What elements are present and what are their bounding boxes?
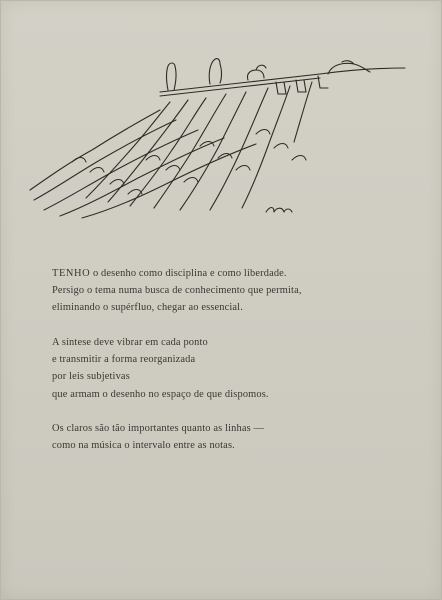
text-line bbox=[52, 265, 412, 282]
text-line: Os claros são tão importantes quanto as linhas — bbox=[52, 423, 265, 434]
paragraph-discipline bbox=[52, 265, 412, 317]
text-line: eliminando o supérfluo, chegar ao essencial. bbox=[52, 302, 243, 314]
paragraph-synthesis bbox=[52, 334, 412, 403]
lead-word: TENHO bbox=[52, 268, 91, 279]
text-line: A síntese deve vibrar em cada ponto bbox=[52, 337, 208, 348]
paragraph-light-spaces bbox=[52, 420, 412, 454]
text-line-rest: o desenho como disciplina e como liberdade. bbox=[90, 268, 287, 279]
text-line: Persigo o tema numa busca de conhecimento que permita, bbox=[52, 285, 302, 297]
text-line: que armam o desenho no espaço de que dispomos. bbox=[52, 388, 269, 400]
text-line: por leis subjetivas bbox=[52, 371, 130, 383]
rooftop-birds-sketch bbox=[20, 50, 420, 225]
text-line: e transmitir a forma reorganizada bbox=[52, 354, 196, 366]
text-line: como na música o intervalo entre as notas. bbox=[52, 440, 235, 452]
